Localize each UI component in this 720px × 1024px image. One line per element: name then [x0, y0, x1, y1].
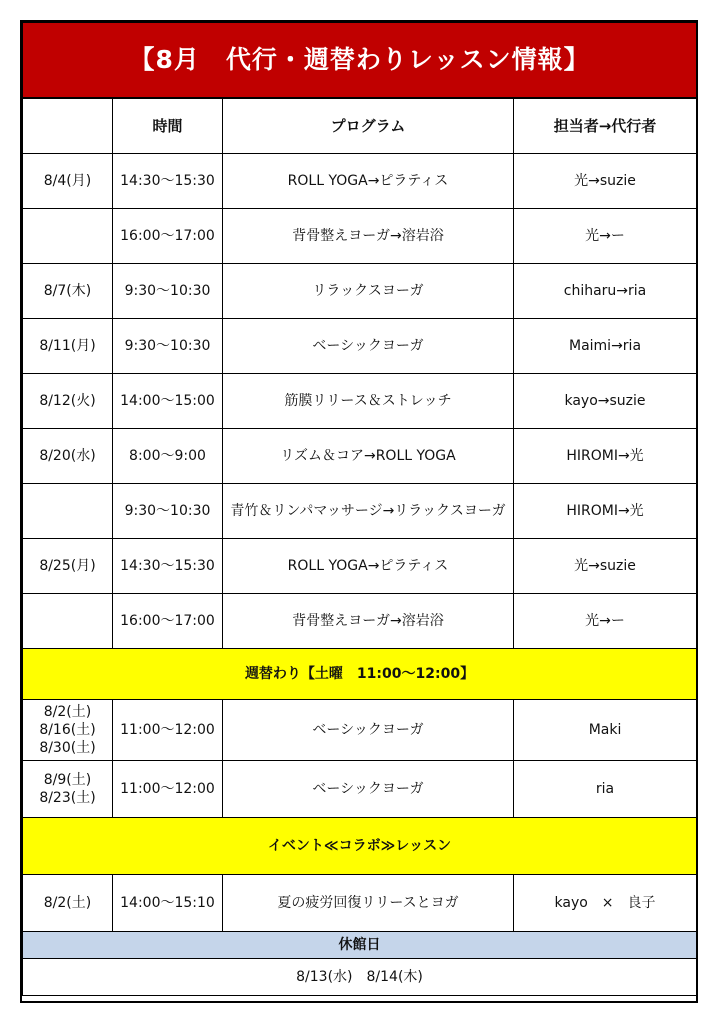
lesson-table: [22, 22, 697, 996]
page-title: 【8月 代行・週替わりレッスン情報】: [23, 23, 697, 99]
date-cell: 8/11(月): [23, 319, 113, 374]
event-banner: イベント≪コラボ≫レッスン: [23, 818, 697, 875]
header-time: 時間: [113, 98, 223, 154]
table-row: [23, 264, 697, 319]
time-cell: 11:00〜12:00: [113, 761, 223, 818]
table-row: [23, 700, 697, 761]
date-cell: [23, 761, 113, 818]
date-line: 8/16(土): [39, 722, 96, 738]
date-cell: 8/7(木): [23, 264, 113, 319]
program-cell: ベーシックヨーガ: [223, 700, 514, 761]
table-row: [23, 154, 697, 209]
time-cell: 16:00〜17:00: [113, 594, 223, 649]
time-cell: 14:00〜15:10: [113, 875, 223, 932]
staff-cell: 光→ー: [514, 209, 697, 264]
program-cell: リズム＆コア→ROLL YOGA: [223, 429, 514, 484]
program-cell: 夏の疲労回復リリースとヨガ: [223, 875, 514, 932]
staff-cell: HIROMI→光: [514, 429, 697, 484]
staff-cell: HIROMI→光: [514, 484, 697, 539]
weekly-banner-row: [23, 649, 697, 700]
table-row: [23, 594, 697, 649]
staff-cell: Maimi→ria: [514, 319, 697, 374]
date-cell: 8/25(月): [23, 539, 113, 594]
table-row: [23, 319, 697, 374]
date-line: 8/9(土): [43, 772, 92, 788]
program-cell: 背骨整えヨーガ→溶岩浴: [223, 594, 514, 649]
time-cell: 14:30〜15:30: [113, 539, 223, 594]
table-row: [23, 761, 697, 818]
staff-cell: kayo→suzie: [514, 374, 697, 429]
date-cell: 8/12(火): [23, 374, 113, 429]
staff-cell: 光→ー: [514, 594, 697, 649]
time-cell: 9:30〜10:30: [113, 484, 223, 539]
time-cell: 9:30〜10:30: [113, 264, 223, 319]
date-cell: 8/2(土): [23, 875, 113, 932]
header-staff: 担当者→代行者: [514, 98, 697, 154]
date-cell: [23, 484, 113, 539]
program-cell: 青竹＆リンパマッサージ→リラックスヨーガ: [223, 484, 514, 539]
header-date: [23, 98, 113, 154]
closed-heading: 休館日: [23, 932, 697, 959]
date-cell: [23, 700, 113, 761]
program-cell: ROLL YOGA→ピラティス: [223, 539, 514, 594]
staff-cell: 光→suzie: [514, 154, 697, 209]
date-cell: 8/20(水): [23, 429, 113, 484]
date-cell: [23, 594, 113, 649]
closed-heading-row: [23, 932, 697, 959]
table-row: [23, 429, 697, 484]
event-banner-row: [23, 818, 697, 875]
program-cell: 背骨整えヨーガ→溶岩浴: [223, 209, 514, 264]
table-row: [23, 484, 697, 539]
time-cell: 14:30〜15:30: [113, 154, 223, 209]
table-row: [23, 539, 697, 594]
date-line: 8/2(土): [43, 704, 92, 720]
time-cell: 16:00〜17:00: [113, 209, 223, 264]
date-line: 8/23(土): [39, 790, 96, 806]
lesson-info-sheet: [20, 20, 698, 1003]
table-row: [23, 875, 697, 932]
program-cell: 筋膜リリース＆ストレッチ: [223, 374, 514, 429]
program-cell: ベーシックヨーガ: [223, 761, 514, 818]
date-cell: [23, 209, 113, 264]
date-cell: 8/4(月): [23, 154, 113, 209]
time-cell: 11:00〜12:00: [113, 700, 223, 761]
table-row: [23, 209, 697, 264]
program-cell: ROLL YOGA→ピラティス: [223, 154, 514, 209]
table-header-row: [23, 98, 697, 154]
staff-cell: Maki: [514, 700, 697, 761]
time-cell: 9:30〜10:30: [113, 319, 223, 374]
closed-dates-row: [23, 959, 697, 996]
staff-cell: ria: [514, 761, 697, 818]
time-cell: 8:00〜9:00: [113, 429, 223, 484]
staff-cell: chiharu→ria: [514, 264, 697, 319]
staff-cell: 光→suzie: [514, 539, 697, 594]
staff-cell: kayo × 良子: [514, 875, 697, 932]
header-program: プログラム: [223, 98, 514, 154]
time-cell: 14:00〜15:00: [113, 374, 223, 429]
date-line: 8/30(土): [39, 740, 96, 756]
closed-dates: 8/13(水) 8/14(木): [23, 959, 697, 996]
program-cell: ベーシックヨーガ: [223, 319, 514, 374]
program-cell: リラックスヨーガ: [223, 264, 514, 319]
weekly-banner: 週替わり【土曜 11:00〜12:00】: [23, 649, 697, 700]
table-row: [23, 374, 697, 429]
